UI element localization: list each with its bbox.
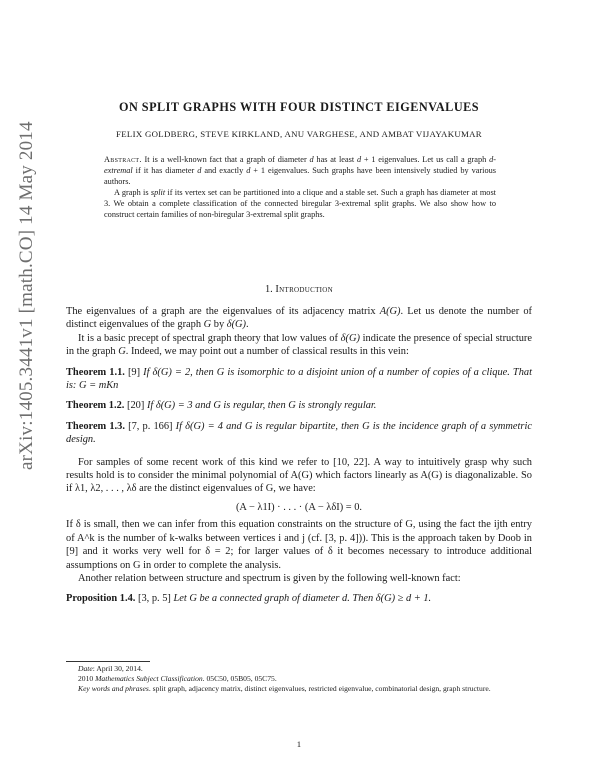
abstract-paragraph-1: Abstract. It is a well-known fact that a graph of diameter d has at least d + 1 eigenvalues. Let us call a graph d-extremal if it has diameter d and exactly d + 1 eigenvalues. Such graphs have been intensively studied by various authors. [104,155,496,186]
page-number: 1 [296,739,302,749]
theorem-label: Theorem 1.1. [66,366,125,378]
theorem-statement: If δ(G) = 4 and G is regular bipartite, then G is the incidence graph of a symmetric design. [66,420,532,446]
footnote-date: Date: April 30, 2014. [78,664,143,673]
intro-paragraph-1: The eigenvalues of a graph are the eigenvalues of its adjacency matrix A(G). Let us denote the number of distinct eigenvalues of the graph G by δ(G). [66,306,532,331]
proposition-label: Proposition 1.4. [66,593,136,605]
proposition-1-4 [66,592,532,605]
theorem-statement: If δ(G) = 2, then G is isomorphic to a disjoint union of a number of copies of a clique. That is: G = mKn [66,366,532,392]
theorem-citation: [7, p. 166] [128,420,173,432]
term-split: split [150,187,166,197]
theorem-1-1 [66,366,532,393]
abstract [104,155,496,220]
display-equation: (A − λ1I) · . . . · (A − λδI) = 0. [235,501,363,513]
proposition-statement: Let G be a connected graph of diameter d. Then δ(G) ≥ d + 1. [173,593,432,605]
paragraph-3: For samples of some recent work of this kind we refer to [10, 22]. A way to intuitively grasp why such results hold is to consider the minimal polynomial of A(G) which factors linearly as A(G) is diagonalizable. So if λ1, λ2, . . . , λδ are the distinct eigenvalues of G, we have: [66,456,532,495]
intro-paragraph-2: It is a basic precept of spectral graph theory that low values of δ(G) indicate the presence of special structure in the graph G. Indeed, we may point out a number of classical results in this vein: [66,332,532,358]
footnotes [66,664,532,694]
abstract-paragraph-2: A graph is split if its vertex set can be partitioned into a clique and a stable set. Such a graph has diameter at most 3. We obtain a complete classification of the connected biregular 3-extremal split graphs. We also show how to construct certain families of non-biregular 3-extremal split graphs. [104,187,496,219]
paper-authors: FELIX GOLDBERG, STEVE KIRKLAND, ANU VARGHESE, AND AMBAT VIJAYAKUMAR [116,129,482,139]
section-number: 1. [264,284,273,295]
theorem-citation: [20] [127,400,145,412]
paragraph-5: Another relation between structure and spectrum is given by the following well-known fact: [78,572,461,584]
theorem-label: Theorem 1.2. [66,400,125,412]
section-heading [66,284,532,295]
body-text [66,305,532,606]
term-d-extremal: d-extremal [104,155,496,175]
theorem-statement: If δ(G) = 3 and G is regular, then G is strongly regular. [146,400,377,412]
theorem-1-2 [66,399,532,412]
theorem-citation: [9] [127,366,141,378]
proposition-citation: [3, p. 5] [138,593,171,605]
section-title: Introduction [275,284,334,295]
theorem-label: Theorem 1.3. [66,420,125,432]
footnote-keywords: Key words and phrases. split graph, adjacency matrix, distinct eigenvalues, restricted eigenvalue, combinatorial design, graph structure. [78,684,491,693]
paragraph-4: If δ is small, then we can infer from this equation constraints on the structure of G, using the fact the ijth entry of A^k is the number of k-walks between vertices i and j (cf. [3, p. 4])). This is the approach taken by Doob in [9] and it works very well for δ = 2; for larger values of δ it becomes necessary to introduce additional assumptions on G in order to complete the analysis. [66,519,532,571]
abstract-label: Abstract. [104,155,142,164]
paper-title: ON SPLIT GRAPHS WITH FOUR DISTINCT EIGENVALUES [118,100,480,114]
theorem-1-3 [66,420,532,447]
footnote-rule [66,661,150,662]
footnote-msc: 2010 Mathematics Subject Classification. 05C50, 05B05, 05C75. [78,674,277,683]
arxiv-stamp-text: arXiv:1405.3441v1 [math.CO] 14 May 2014 [16,121,37,470]
